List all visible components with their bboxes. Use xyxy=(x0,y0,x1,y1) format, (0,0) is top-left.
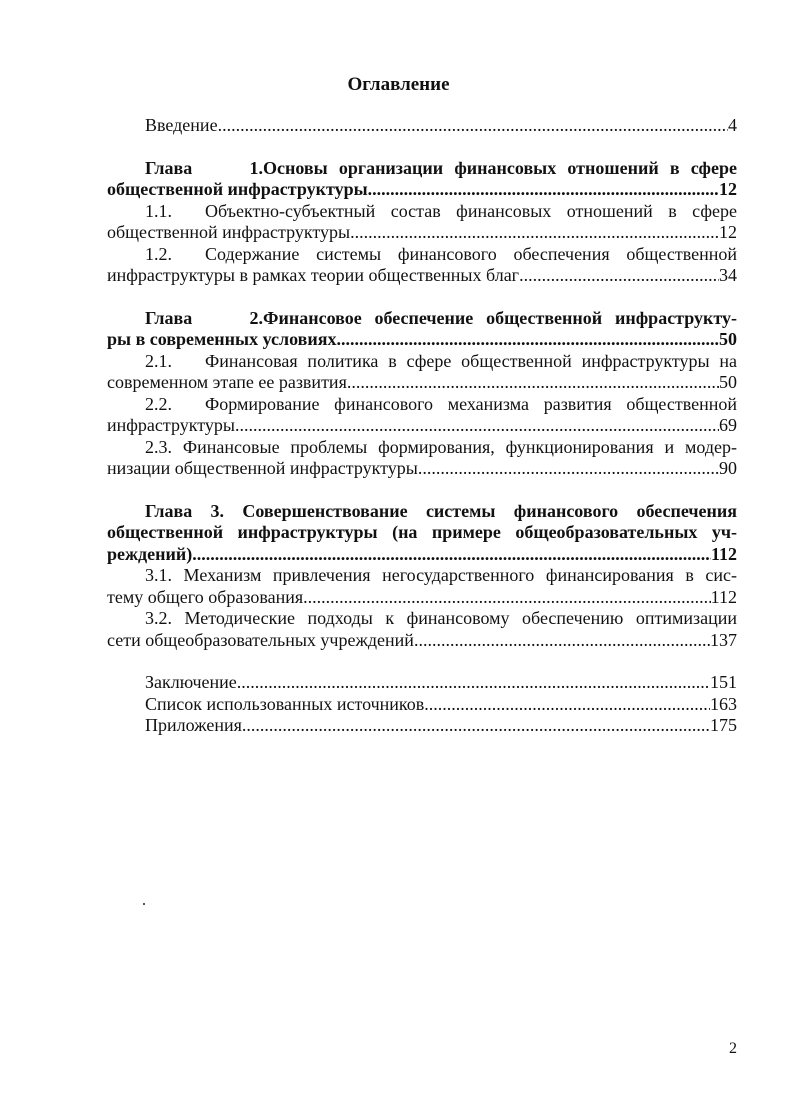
toc-chapter-3-title: Глава 3. Совершенствование системы финансового обеспечения xyxy=(145,500,737,521)
toc-section-2-1: 2.1. Финансовая политика в сфере общественной инфраструктуры на xyxy=(145,350,737,371)
toc-section-2-3: 2.3. Финансовые проблемы формирования, функционирования и модер- xyxy=(145,436,737,457)
toc-entry-page: 50 xyxy=(719,372,737,392)
toc-chapter-1-title: Глава 1.Основы организации финансовых отношений в сфере xyxy=(145,157,737,178)
scan-speck xyxy=(143,903,145,905)
toc-entry-page: 163 xyxy=(710,693,737,714)
chapter-number: Глава 1. xyxy=(145,157,263,178)
toc-entry-page: 175 xyxy=(710,715,737,735)
toc-entry-page: 90 xyxy=(719,458,737,478)
chapter-number: Глава 2. xyxy=(145,307,263,328)
toc-entry-sources: Список использованных источников ..... 163 xyxy=(107,694,737,716)
toc-chapter-1-title-end: общественной инфраструктуры ..... 12 xyxy=(107,179,737,201)
toc-entry-page: 112 xyxy=(710,543,737,564)
toc-entry-page: 151 xyxy=(710,672,737,692)
page-number: 2 xyxy=(729,1040,737,1057)
toc-entry-page: 12 xyxy=(719,179,737,199)
toc-section-2-2: 2.2. Формирование финансового механизма развития общественной xyxy=(145,393,737,414)
toc-entry-label: Введение xyxy=(145,115,218,135)
toc-entry-page: 34 xyxy=(719,265,737,285)
toc-section-3-1: 3.1. Механизм привлечения негосударственного финансирования в сис- xyxy=(145,565,737,585)
toc-section-3-2: 3.2. Методические подходы к финансовому обеспечению оптимизации xyxy=(145,608,737,628)
toc-section-1-2: 1.2. Содержание системы финансового обеспечения общественной xyxy=(145,243,737,264)
toc-entry-page: 50 xyxy=(719,329,737,349)
toc-entry-page: 137 xyxy=(710,629,737,650)
toc-entry-page: 112 xyxy=(710,586,737,607)
toc-chapter-2-title: Глава 2.Финансовое обеспечение общественной инфраструкту- xyxy=(145,307,737,328)
toc-entry-page: 69 xyxy=(719,415,737,435)
toc-entry-conclusion: Заключение ..... 151 xyxy=(107,672,737,694)
toc-entry-appendix: Приложения ..... 175 xyxy=(107,715,737,737)
table-of-contents: Введение ..... 4 Глава 1.Основы организации финансовых отношений в сфере общественной инфраструктуры ..... 12 1.1. Объектно-субъектный состав финансовых отношений в сфере общественной инфраструктуры ..... 12 1.2. Содержание системы финансового обеспечения общественной инфраструктуры в рамках теории общественных благ ..... 34 Глава 2.Финансовое обеспечение общественной инфраструкту- ры в современных условиях ..... 50 2.1. Финансовая политика в сфере общественной инфраструктуры на современном этапе ее развития ..... 50 2.2. Формирование финансового механизма развития общественной инфраструктуры ..... 69 2.3. Финансовые проблемы формирования, функционирования и модер- низации общественной инфраструктуры ..... 90 Глава 3. Совершенствование системы финансового обеспечения общественной инфраструктуры (на примере общеобразовательных уч- реждений) ..... 112 3.1. Механизм привлечения негосударственного финансирования в сис- тему общего образования ..... 112 3.2. Методические подходы к финансовому обеспечению оптимизации сети общеобразовательных учреждений ..... 137 Заключение ..... 151 Список использованных источников ..... 163 Приложения ..... 175 xyxy=(107,115,737,737)
toc-section-1-1: 1.1. Объектно-субъектный состав финансовых отношений в сфере xyxy=(145,200,737,221)
toc-entry-page: 12 xyxy=(719,222,737,242)
page-title: Оглавление xyxy=(347,74,450,95)
toc-entry-intro xyxy=(107,115,737,137)
toc-entry-page: 4 xyxy=(728,115,737,135)
